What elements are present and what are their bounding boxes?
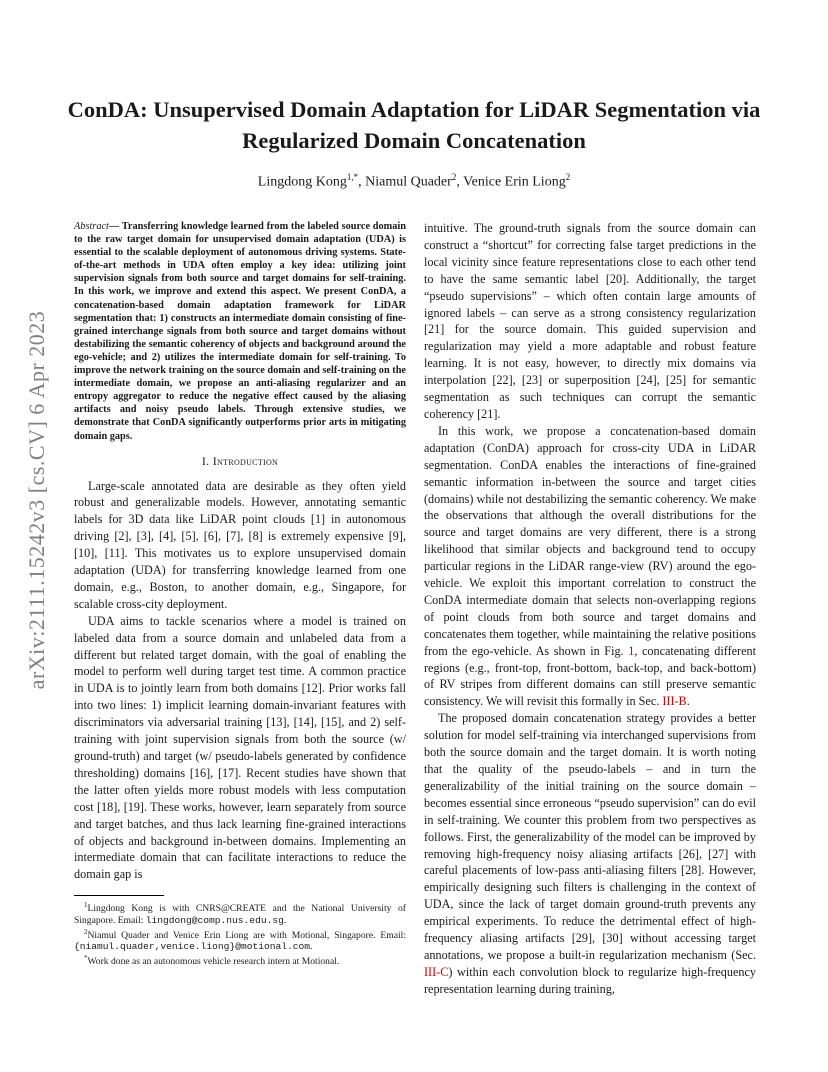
paragraph-text: In this work, we propose a concatenation-based domain adaptation (ConDA) approach for cross-city UDA in LiDAR segmentation. ConDA enables the interactions of fine-grained semantic information in-between the source and target cities (domains) while not destabilizing the semantic coherency. We make the observations that although the overall distributions for the source and target domains are very different, there is a strong likelihood that similar objects and background tend to occupy particular regions in the LiDAR range-view (RV) around the ego-vehicle. We exploit this important correlation to construct the ConDA intermediate domain that selects non-overlapping regions of point clouds from both source and target domains and concatenates them together, while maintaining the relative positions from the ego-vehicle. As shown in Fig. — [424, 423, 756, 658]
footnote-text: Work done as an autonomous vehicle research intern at Motional. — [87, 956, 340, 968]
author-name: Venice Erin Liong — [463, 174, 566, 190]
footnote-mark: 2 — [84, 927, 88, 936]
author-name: Niamul Quader — [365, 174, 452, 190]
paragraph: intuitive. The ground-truth signals from the source domain can construct a “shortcut” for correcting false target predictions in the local vicinity since feature representations close to each other tend to have the same semantic label [20]. Additionally, the target “pseudo supervisions” – which often contain large amounts of ignored labels – can serve as a strong consistency regularization [21] for the source domain. This guided supervision and regularization may yield a more adaptable and robust feature learning. It is not easy, however, to directly mix domains via interpolation [22], [23] or superposition [24], [25] for semantic segmentation as such techniques can corrupt the semantic coherency [21]. — [424, 221, 756, 421]
footnote — [74, 927, 406, 953]
paper-title: ConDA: Unsupervised Domain Adaptation for LiDAR Segmentation via Regularized Domain Concatenation — [67, 97, 761, 153]
abstract-label: Abstract — [74, 221, 109, 232]
figure-link[interactable]: 1 — [628, 643, 635, 658]
email-link[interactable]: {niamul.quader,venice.liong}@motional.com — [74, 941, 311, 953]
email-link[interactable]: lingdong@comp.nus.edu.sg — [145, 915, 284, 927]
footnote-punct: . — [283, 915, 287, 927]
author-affiliation: 2 — [565, 172, 571, 182]
author-affiliation: 2 — [451, 172, 457, 182]
author-line: Lingdong Kong$^{1,*}$, Niamul Quader$^2$, Venice Erin Liong$^2$ — [257, 172, 571, 190]
section-heading-introduction: I. Introduction — [201, 453, 279, 468]
footnote — [74, 900, 406, 926]
paragraph: Large-scale annotated data are desirable as they often yield robust and generalizable models. However, annotating semantic labels for 3D data like LiDAR point clouds [1] in autonomous driving [2], [3], [4], [5], [6], [7], [8] is extremely expensive [9], [10], [11]. This motivates us to explore unsupervised domain adaptation (UDA) for transferring knowledge learned from one domain, e.g., Boston, to another domain, e.g., Singapore, for scalable cross-city deployment. — [74, 478, 406, 611]
paragraph: UDA aims to tackle scenarios where a model is trained on labeled data from a source domain and unlabeled data from a different but related target domain, with the goal of enabling the model to perform well during target test time. A common practice in UDA is to jointly learn from both domains [12]. Prior works fall into two lines: 1) implicit learning domain-invariant features with discriminators via adversarial training [13], [14], [15], and 2) self-training with joint supervision signals from both the source (w/ ground-truth) and target (w/ pseudo-labels generated by confidence thresholding) domains [16], [17]. Recent studies have shown that the latter often yields more robust models with less computation cost [18], [19]. These works, however, learn separately from source and target batches, and thus lack learning fine-grained interactions of objects and background in-between domains. Implementing an intermediate domain that can facilitate interactions to reduce the domain gap is — [74, 613, 406, 882]
author-name: Lingdong Kong — [257, 174, 347, 190]
author-affiliation: 1,* — [346, 172, 359, 182]
section-link[interactable]: III-C — [424, 964, 449, 979]
footnote-mark: 1 — [84, 901, 88, 910]
paragraph-text: The proposed domain concatenation strategy provides a better solution for model self-training via interchanged supervisions from both the source domain and the target domain. It is worth noting that the quality of the pseudo-labels – and in turn the generalizability of the initial training on the source domain – becomes essential since erroneous “pseudo supervision” can do evil in self-training. We counter this problem from two perspectives as follows. First, the generalizability of the model can be improved by removing high-frequency noisy aliasing artifacts [26], [27] with careful placements of low-pass anti-aliasing filters [28]. However, empirically designing such filters is challenging in the context of UDA, since the lack of target domain ground-truth prevents any empirical experiments. To reduce the detrimental effect of high-frequency aliasing artifacts [29], [30] without accessing target annotations, we propose a built-in regularization mechanism (Sec. — [424, 711, 756, 962]
paragraph-text: ) within each convolution block to regularize high-frequency representation learning during training, — [424, 964, 756, 996]
right-column — [424, 220, 756, 998]
paragraph — [424, 710, 756, 997]
footnote-text: Lingdong Kong is with CNRS@CREATE and the National University of Singapore. Email: — [74, 903, 406, 927]
abstract: Abstract— Transferring knowledge learned from the labeled source domain to the raw target domain for unsupervised domain adaptation (UDA) is essential to the scalable deployment of autonomous driving systems. State-of-the-art methods in UDA often employ a key idea: utilizing joint supervision signals from both source and target domains for self-training. In this work, we improve and extend this aspect. We present ConDA, a concatenation-based domain adaptation framework for LiDAR segmentation that: 1) constructs an intermediate domain consisting of fine-grained interchange signals from both source and target domains without destabilizing the semantic coherency of objects and background around the ego-vehicle; and 2) utilizes the intermediate domain for self-training. To improve the network training on the source domain and self-training on the intermediate domain, we propose an anti-aliasing regularizer and an entropy aggregator to reduce the negative effect caused by the aliasing artifacts and noisy pseudo labels. Through extensive studies, we demonstrate that ConDA significantly outperforms prior arts in mitigating domain gaps. — [74, 221, 406, 442]
section-link[interactable]: III-B — [662, 694, 687, 709]
paragraph-text: , concatenating different regions (e.g., front-top, front-bottom, back-top, and back-bottom) of RV stripes from different domains can still preserve semantic consistency. We will revisit this formally in Sec. — [424, 643, 756, 709]
footnote-punct: . — [310, 941, 313, 953]
abstract-text: Transferring knowledge learned from the labeled source domain to the raw target domain for unsupervised domain adaptation (UDA) is essential to the scalable deployment of autonomous driving systems. State-of-the-art methods in UDA often employ a key idea: utilizing joint supervision signals from both source and target domains for self-training. In this work, we improve and extend this aspect. We present ConDA, a concatenation-based domain adaptation framework for LiDAR segmentation that: 1) constructs an intermediate domain consisting of fine-grained interchange signals from both source and target domains without destabilizing the semantic coherency of objects and background around the ego-vehicle; and 2) utilizes the intermediate domain for self-training. To improve the network training on the source domain and self-training on the intermediate domain, we propose an anti-aliasing regularizer and an entropy aggregator to reduce the negative effect caused by the aliasing artifacts and noisy pseudo labels. Through extensive studies, we demonstrate that ConDA significantly outperforms prior arts in mitigating domain gaps. — [74, 221, 406, 442]
footnote-rule — [74, 895, 164, 896]
left-column — [74, 220, 406, 968]
arxiv-id-text: arXiv:2111.15242v3 [cs.CV] 6 Apr 2023 — [24, 310, 49, 690]
arxiv-sidebar-stamp — [22, 290, 52, 710]
footnote-text: Niamul Quader and Venice Erin Liong are with Motional, Singapore. Email: — [87, 929, 406, 941]
paragraph-text: . — [686, 694, 690, 709]
paragraph — [424, 423, 756, 710]
footnote-mark: * — [84, 954, 88, 962]
footnote — [74, 953, 406, 968]
